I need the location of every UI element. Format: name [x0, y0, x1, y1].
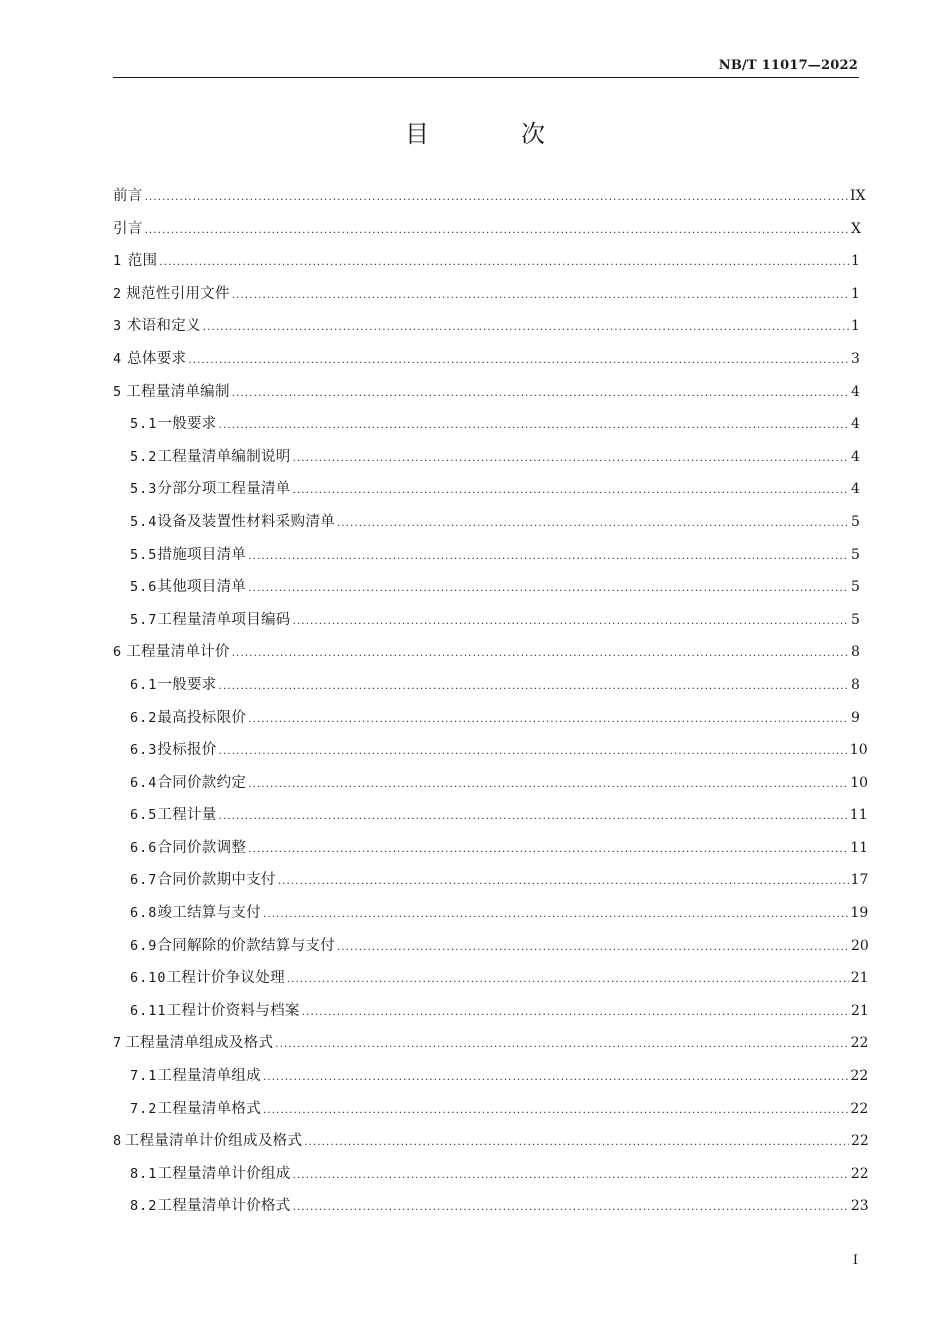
toc-entry-label: 工程量清单计价组成: [157, 1165, 291, 1182]
table-of-contents: [113, 180, 869, 1223]
toc-entry[interactable]: [113, 604, 859, 637]
toc-entry-number: 5.1: [130, 416, 158, 433]
toc-entry-page: 20: [851, 937, 869, 954]
toc-dot-leader: [293, 606, 849, 639]
toc-entry-label: 其他项目清单: [157, 579, 247, 596]
toc-entry-number: 5.5: [130, 546, 158, 563]
toc-entry[interactable]: [113, 1027, 869, 1060]
toc-dot-leader: [263, 1062, 848, 1095]
toc-entry-page: 11: [849, 807, 868, 824]
toc-entry-number: 8: [113, 1133, 123, 1150]
toc-dot-leader: [293, 475, 849, 508]
toc-entry[interactable]: [113, 1093, 869, 1126]
toc-entry-number: 8.2: [130, 1198, 158, 1215]
toc-entry-label: 工程计价争议处理: [166, 970, 285, 987]
toc-entry[interactable]: [113, 506, 859, 539]
toc-dot-leader: [248, 704, 849, 737]
toc-entry-number: 6.6: [130, 839, 158, 856]
toc-entry-page: 1: [851, 253, 860, 270]
toc-entry[interactable]: [113, 832, 869, 865]
toc-entry-page: 8: [851, 644, 860, 661]
toc-entry-page: 4: [851, 416, 860, 433]
toc-entry-label: 合同价款期中支付: [157, 872, 276, 889]
toc-entry[interactable]: [113, 930, 869, 963]
toc-entry-label: 工程量清单计价: [126, 644, 230, 661]
toc-entry-page: 22: [850, 1100, 869, 1117]
toc-entry-number: 6.9: [130, 937, 158, 954]
toc-entry-page: 23: [850, 1198, 869, 1215]
toc-dot-leader: [304, 1127, 849, 1160]
toc-entry-label: 工程量清单组成: [157, 1068, 261, 1085]
toc-entry-page: 21: [850, 1002, 869, 1019]
toc-dot-leader: [263, 899, 848, 932]
toc-entry-label: 工程量清单编制说明: [157, 448, 291, 465]
toc-entry-label: 工程量清单组成及格式: [125, 1035, 274, 1052]
toc-entry-label: 术语和定义: [126, 318, 201, 335]
toc-entry[interactable]: [113, 799, 868, 832]
toc-entry[interactable]: [113, 734, 868, 767]
toc-entry-page: 22: [850, 1165, 869, 1182]
toc-entry-number: 5.2: [130, 448, 158, 465]
toc-entry-number: 7: [113, 1035, 123, 1052]
toc-entry-page: 11: [850, 839, 869, 856]
toc-entry-page: 5: [851, 611, 860, 628]
toc-entry-number: 5: [113, 383, 123, 400]
toc-entry-label: 设备及装置性材料采购清单: [157, 513, 335, 530]
toc-entry-page: 22: [850, 1035, 869, 1052]
toc-entry-page: 22: [851, 1133, 869, 1150]
toc-entry-page: 10: [850, 774, 869, 791]
toc-entry-number: 5.4: [130, 513, 158, 530]
toc-dot-leader: [232, 378, 849, 411]
toc-entry-page: 4: [851, 481, 860, 498]
toc-entry-number: 6: [113, 644, 123, 661]
toc-entry[interactable]: [113, 636, 859, 669]
toc-dot-leader: [219, 801, 848, 834]
toc-entry-page: 4: [851, 448, 860, 465]
toc-entry-number: 7.2: [130, 1100, 158, 1117]
toc-entry-number: 6.10: [130, 970, 167, 987]
header-rule: [113, 77, 859, 78]
toc-entry[interactable]: [113, 473, 859, 506]
toc-entry-label: 竣工结算与支付: [157, 905, 261, 922]
toc-entry-label: 一般要求: [157, 416, 217, 433]
toc-entry[interactable]: [113, 245, 859, 278]
toc-entry-number: 4: [113, 350, 123, 367]
toc-dot-leader: [248, 834, 848, 867]
toc-dot-leader: [278, 866, 849, 899]
toc-entry[interactable]: [113, 1060, 869, 1093]
toc-entry[interactable]: [113, 1125, 869, 1158]
toc-dot-leader: [293, 443, 849, 476]
toc-dot-leader: [337, 508, 849, 541]
toc-dot-leader: [287, 964, 849, 997]
toc-entry-label: 工程计量: [157, 807, 217, 824]
toc-dot-leader: [248, 541, 849, 574]
toc-dot-leader: [293, 1160, 849, 1193]
toc-dot-leader: [275, 1029, 848, 1062]
toc-dot-leader: [302, 997, 849, 1030]
toc-entry-page: 5: [851, 579, 860, 596]
toc-entry-number: 6.11: [130, 1002, 167, 1019]
page-title: 目 次: [405, 120, 579, 148]
toc-dot-leader: [232, 280, 849, 313]
toc-dot-leader: [248, 769, 848, 802]
toc-entry-page: 9: [851, 709, 860, 726]
toc-entry-number: 7.1: [130, 1068, 158, 1085]
toc-dot-leader: [203, 312, 849, 345]
toc-entry-label: 分部分项工程量清单: [157, 481, 291, 498]
toc-entry-number: 3: [113, 318, 123, 335]
toc-entry-label: 引言: [113, 220, 143, 237]
toc-entry[interactable]: [113, 408, 859, 441]
toc-entry[interactable]: [113, 702, 859, 735]
toc-entry-label: 一般要求: [157, 676, 217, 693]
toc-entry-page: 17: [850, 872, 869, 889]
toc-entry-page: IX: [850, 188, 866, 204]
toc-dot-leader: [219, 671, 849, 704]
toc-entry[interactable]: [113, 278, 859, 311]
toc-entry-page: 3: [851, 350, 860, 367]
toc-entry-label: 工程计价资料与档案: [166, 1002, 300, 1019]
toc-dot-leader: [263, 1095, 848, 1128]
toc-entry-label: 工程量清单格式: [157, 1100, 261, 1117]
toc-entry-page: 4: [851, 383, 860, 400]
toc-entry-page: 22: [850, 1068, 869, 1085]
toc-entry-page: 8: [851, 676, 860, 693]
toc-entry-label: 合同解除的价款结算与支付: [157, 937, 335, 954]
toc-entry[interactable]: [113, 962, 869, 995]
toc-entry[interactable]: [113, 539, 859, 572]
toc-entry-label: 总体要求: [127, 350, 187, 367]
toc-entry-label: 工程量清单计价格式: [157, 1198, 291, 1215]
toc-entry-number: 6.7: [130, 872, 158, 889]
toc-entry-label: 工程量清单编制: [126, 383, 230, 400]
toc-entry-label: 合同价款调整: [157, 839, 247, 856]
toc-entry-page: X: [851, 220, 861, 237]
toc-entry[interactable]: [113, 669, 859, 702]
toc-entry-label: 范围: [127, 253, 158, 270]
toc-entry-page: 21: [850, 970, 869, 987]
toc-entry-page: 1: [851, 318, 860, 335]
toc-entry-number: 2: [113, 285, 123, 302]
toc-entry[interactable]: [113, 767, 869, 800]
toc-entry-number: 6.8: [130, 905, 158, 922]
toc-dot-leader: [145, 182, 848, 215]
toc-entry[interactable]: [113, 441, 859, 474]
toc-dot-leader: [159, 247, 849, 280]
toc-entry[interactable]: [113, 376, 859, 409]
page-number: I: [852, 1253, 858, 1268]
toc-entry-number: 6.2: [130, 709, 158, 726]
toc-entry-page: 1: [851, 285, 860, 302]
toc-entry-number: 8.1: [130, 1165, 158, 1182]
toc-entry-page: 5: [851, 546, 860, 563]
toc-entry-number: 6.1: [130, 676, 158, 693]
toc-entry[interactable]: [113, 1190, 869, 1223]
toc-entry-number: 1: [113, 253, 123, 270]
toc-entry[interactable]: [113, 1158, 869, 1191]
toc-entry-label: 前言: [113, 188, 143, 204]
toc-entry-label: 措施项目清单: [157, 546, 247, 563]
toc-entry[interactable]: [113, 864, 869, 897]
toc-dot-leader: [145, 215, 849, 248]
toc-entry[interactable]: [113, 343, 859, 376]
toc-entry-number: 6.4: [130, 774, 158, 791]
toc-entry-number: 5.7: [130, 611, 158, 628]
toc-dot-leader: [219, 736, 848, 769]
toc-entry-label: 合同价款约定: [157, 774, 247, 791]
toc-entry-page: 19: [850, 905, 869, 922]
toc-entry[interactable]: [113, 310, 859, 343]
toc-entry-label: 最高投标限价: [157, 709, 247, 726]
toc-entry-number: 6.3: [130, 742, 158, 759]
toc-entry-label: 投标报价: [157, 742, 217, 759]
toc-entry-label: 工程量清单计价组成及格式: [124, 1133, 303, 1150]
toc-entry-label: 规范性引用文件: [126, 285, 230, 302]
toc-entry[interactable]: [113, 897, 869, 930]
toc-entry[interactable]: [113, 995, 869, 1028]
toc-entry-number: 5.3: [130, 481, 158, 498]
toc-entry-label: 工程量清单项目编码: [157, 611, 291, 628]
toc-entry-number: 6.5: [130, 807, 158, 824]
toc-entry[interactable]: [113, 213, 859, 246]
toc-entry-page: 5: [851, 513, 860, 530]
standard-code: NB/T 11017—2022: [718, 58, 858, 73]
toc-entry-page: 10: [849, 742, 868, 759]
toc-dot-leader: [188, 345, 849, 378]
toc-dot-leader: [248, 573, 849, 606]
toc-dot-leader: [232, 638, 849, 671]
toc-dot-leader: [293, 1192, 849, 1225]
toc-entry[interactable]: [113, 571, 859, 604]
toc-entry-number: 5.6: [130, 579, 158, 596]
toc-dot-leader: [219, 410, 849, 443]
toc-entry[interactable]: [113, 180, 866, 213]
toc-dot-leader: [337, 932, 849, 965]
